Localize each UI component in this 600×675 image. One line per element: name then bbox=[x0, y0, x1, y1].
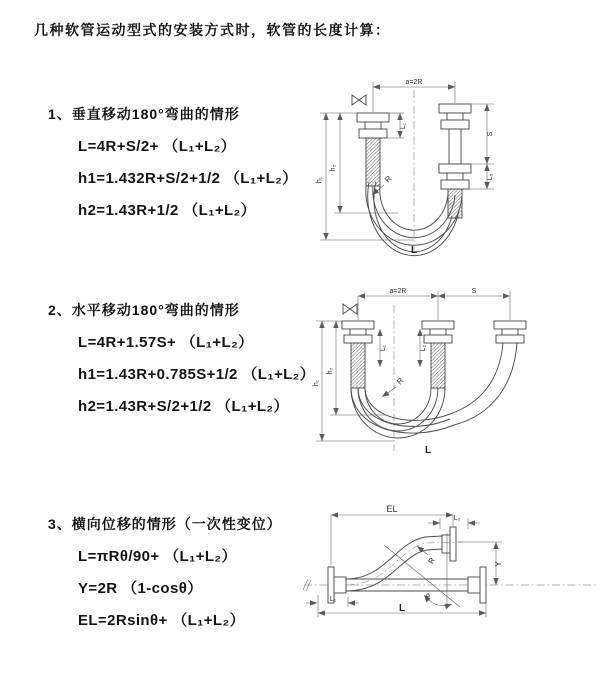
hose-u-bend bbox=[351, 388, 454, 438]
dim-l1 bbox=[306, 596, 359, 607]
braided-hose-section bbox=[431, 343, 445, 388]
dim-s bbox=[438, 288, 510, 296]
dim-h2-label: h₂ bbox=[330, 164, 337, 172]
dim-h2 bbox=[330, 113, 398, 213]
dim-el-label: EL bbox=[386, 504, 398, 514]
section-1-heading: 1、垂直移动180°弯曲的情形 bbox=[48, 106, 240, 122]
radius-label: R bbox=[426, 555, 438, 566]
dim-l1 bbox=[387, 113, 407, 138]
formula-l: L=4R+S/2+ （L₁+L₂） bbox=[78, 138, 237, 155]
dim-h1-label: h₁ bbox=[313, 379, 320, 387]
angle-theta-label: θ bbox=[426, 594, 430, 601]
displaced-flange bbox=[442, 527, 456, 561]
diagram-lateral-displacement bbox=[300, 503, 600, 643]
dim-h1-label: h₁ bbox=[316, 176, 323, 184]
page-title: 几种软管运动型式的安装方式时，软管的长度计算： bbox=[34, 22, 391, 38]
radius-callout bbox=[417, 546, 437, 566]
section-2 bbox=[48, 300, 315, 416]
valve-icon bbox=[352, 95, 366, 105]
dim-a2r-label: a=2R bbox=[389, 288, 407, 295]
dim-l1-label: L₁ bbox=[380, 344, 387, 352]
length-label: L bbox=[398, 603, 406, 614]
formula-l: L=4R+1.57S+ （L₁+L₂） bbox=[78, 334, 254, 351]
radius-label: R bbox=[383, 174, 394, 185]
formula-el: EL=2Rsinθ+ （L₁+L₂） bbox=[78, 612, 245, 629]
section-1 bbox=[48, 104, 298, 220]
left-pipe-flange bbox=[357, 113, 389, 186]
dim-l2-label: L₂ bbox=[420, 344, 427, 352]
diagram-vertical-180-bend bbox=[310, 68, 600, 258]
dim-l bbox=[318, 595, 486, 617]
formula-h2: h2=1.43R+1/2 （L₁+L₂） bbox=[78, 202, 257, 219]
dim-l2-label: L₂ bbox=[487, 173, 494, 181]
section-3-heading: 3、横向位移的情形（一次性变位） bbox=[48, 516, 282, 532]
dim-l2 bbox=[487, 164, 494, 189]
length-label: L bbox=[410, 245, 418, 256]
left-pipe-flange bbox=[342, 321, 374, 388]
dim-y-label: Y bbox=[494, 561, 503, 567]
section-2-heading: 2、水平移动180°弯曲的情形 bbox=[48, 302, 240, 318]
formula-h1: h1=1.43R+0.785S+1/2 （L₁+L₂） bbox=[78, 366, 316, 383]
dim-a2r bbox=[358, 288, 510, 320]
dim-s-label: S bbox=[471, 288, 477, 295]
dim-l1 bbox=[380, 329, 387, 367]
dim-a2r-label: a=2R bbox=[405, 79, 423, 86]
braided-hose-section bbox=[366, 138, 380, 186]
section-3 bbox=[48, 514, 282, 630]
dim-l1-label: L₁ bbox=[329, 596, 337, 603]
dim-l2-label: L₂ bbox=[453, 515, 461, 522]
dim-s-label: S bbox=[487, 131, 494, 137]
formula-h1: h1=1.432R+S/2+1/2 （L₁+L₂） bbox=[78, 170, 298, 187]
valve-icon bbox=[343, 304, 357, 314]
formula-l: L=πRθ/90+ （L₁+L₂） bbox=[78, 548, 237, 565]
braided-hose-section bbox=[351, 343, 365, 388]
middle-pipe-flange bbox=[422, 321, 454, 388]
diagram-horizontal-180-bend bbox=[310, 283, 600, 458]
dim-l1-label: L₁ bbox=[400, 122, 407, 130]
formula-h2: h2=1.43R+S/2+1/2 （L₁+L₂） bbox=[78, 398, 289, 415]
right-flange bbox=[468, 567, 486, 603]
dim-el bbox=[331, 504, 453, 565]
right-pipe-flange bbox=[439, 104, 471, 218]
length-label: L bbox=[424, 445, 432, 456]
right-pipe-flange bbox=[450, 321, 526, 425]
dim-h2-label: h₂ bbox=[327, 367, 334, 375]
formula-y: Y=2R （1-cosθ） bbox=[78, 580, 203, 597]
radius-label: R bbox=[395, 376, 406, 387]
